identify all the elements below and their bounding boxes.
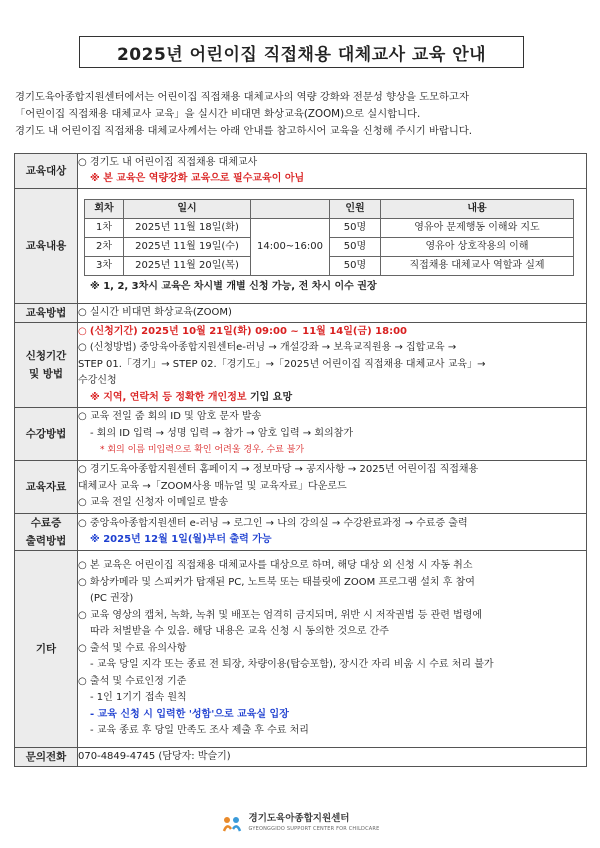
row-method bbox=[15, 304, 587, 323]
intro-line: 경기도 내 어린이집 직접채용 대체교사께서는 아래 안내를 참고하시어 교육을 신청해 주시기 바랍니다. bbox=[15, 125, 473, 137]
schedule-people: 50명 bbox=[330, 219, 381, 238]
etc-line: (PC 권장) bbox=[90, 593, 134, 605]
info-table bbox=[14, 153, 587, 767]
schedule-topic: 직접채용 대체교사 역할과 실제 bbox=[381, 257, 574, 276]
etc-line: ○ 화상카메라 및 스피커가 탑재된 PC, 노트북 또는 태블릿에 ZOOM 프로그램 설치 후 참여 bbox=[78, 576, 475, 588]
schedule-row bbox=[85, 219, 574, 238]
apply-period-circle: ○ bbox=[78, 325, 87, 337]
apply-note bbox=[78, 390, 586, 407]
schedule-header-row bbox=[85, 200, 574, 219]
row-apply bbox=[15, 323, 587, 408]
apply-method-line: 수강신청 bbox=[78, 375, 117, 387]
label-method: 교육방법 bbox=[15, 304, 78, 323]
row-target bbox=[15, 154, 587, 189]
contact-value: 070-4849-4745 (담당자: 박슬기) bbox=[78, 750, 231, 762]
row-certificate bbox=[15, 514, 587, 551]
content-contact bbox=[78, 748, 587, 767]
schedule-topic: 영유아 상호작용의 이해 bbox=[381, 238, 574, 257]
content-method bbox=[78, 304, 587, 323]
schedule-header-round: 회차 bbox=[85, 200, 124, 219]
content-materials bbox=[78, 461, 587, 514]
schedule-header-time bbox=[251, 200, 330, 219]
label-certificate-line2: 출력방법 bbox=[25, 535, 67, 547]
schedule-people: 50명 bbox=[330, 238, 381, 257]
organization-logo-icon bbox=[221, 815, 243, 833]
content-attend bbox=[78, 408, 587, 461]
content-etc bbox=[78, 551, 587, 748]
target-line: ○ 경기도 내 어린이집 직접채용 대체교사 bbox=[78, 156, 258, 168]
materials-line: 대체교사 교육 →「ZOOM사용 매뉴얼 및 교육자료」다운로드 bbox=[78, 480, 347, 492]
label-certificate-line1: 수료증 bbox=[30, 517, 62, 529]
apply-method-line: ○ (신청방법) 중앙육아종합지원센터e-러닝 → 개설강좌 → 보육교직원용 → 집합교육 → bbox=[78, 342, 457, 354]
schedule-round: 1차 bbox=[85, 219, 124, 238]
attend-note: * 회의 이름 미입력으로 확인 어려울 경우, 수료 불가 bbox=[100, 445, 305, 456]
label-certificate bbox=[15, 514, 78, 551]
etc-line: - 교육 신청 시 입력한 '성함'으로 교육실 입장 bbox=[90, 708, 289, 720]
label-attend: 수강방법 bbox=[15, 408, 78, 461]
apply-note-tail: 기입 요망 bbox=[246, 391, 293, 403]
row-content bbox=[15, 189, 587, 304]
schedule-table bbox=[84, 199, 574, 276]
schedule-header-topic: 내용 bbox=[381, 200, 574, 219]
organization-name-en: GYEONGGIDO SUPPORT CENTER FOR CHILDCARE bbox=[248, 826, 380, 832]
page-title-text: 2025년 어린이집 직접채용 대체교사 교육 안내 bbox=[116, 44, 487, 65]
certificate-line: ○ 중앙육아종합지원센터 e-러닝 → 로그인 → 나의 강의실 → 수강완료과정 → 수료증 출력 bbox=[78, 517, 468, 529]
content-apply bbox=[78, 323, 587, 408]
schedule-note: ※ 1, 2, 3차시 교육은 차시별 개별 신청 가능, 전 차시 이수 권장 bbox=[90, 281, 377, 293]
row-contact bbox=[15, 748, 587, 767]
page-title bbox=[79, 36, 524, 68]
apply-note-red: ※ 지역, 연락처 등 정확한 개인정보 bbox=[90, 391, 247, 403]
organization-name-ko: 경기도육아종합지원센터 bbox=[248, 813, 350, 824]
schedule-header-date: 일시 bbox=[124, 200, 251, 219]
row-materials bbox=[15, 461, 587, 514]
apply-period-line bbox=[78, 324, 586, 341]
etc-line: - 교육 당일 지각 또는 종료 전 퇴장, 차량이용(탑승포함), 장시간 자리 비움 시 수료 처리 불가 bbox=[90, 659, 494, 671]
attend-line: - 회의 ID 입력 → 성명 입력 → 참가 → 암호 입력 → 회의참가 bbox=[90, 427, 353, 439]
label-materials: 교육자료 bbox=[15, 461, 78, 514]
schedule-date: 2025년 11월 20일(목) bbox=[124, 257, 251, 276]
intro-line: 경기도육아종합지원센터에서는 어린이집 직접채용 대체교사의 역량 강화와 전문성 향상을 도모하고자 bbox=[15, 91, 469, 103]
method-line: ○ 실시간 비대면 화상교육(ZOOM) bbox=[78, 306, 232, 318]
apply-method-line: STEP 01.「경기」→ STEP 02.「경기도」→「2025년 어린이집 직접채용 대체교사 교육」→ bbox=[78, 358, 486, 370]
schedule-topic: 영유아 문제행동 이해와 지도 bbox=[381, 219, 574, 238]
schedule-date: 2025년 11월 18일(화) bbox=[124, 219, 251, 238]
label-apply bbox=[15, 323, 78, 408]
label-target: 교육대상 bbox=[15, 154, 78, 189]
target-note: ※ 본 교육은 역량강화 교육으로 필수교육이 아님 bbox=[90, 173, 305, 184]
content-schedule bbox=[78, 189, 587, 304]
etc-line: 따라 처벌받을 수 있음. 해당 내용은 교육 신청 시 동의한 것으로 간주 bbox=[90, 626, 389, 638]
intro-paragraph bbox=[15, 89, 587, 140]
etc-line: ○ 출석 및 수료인정 기준 bbox=[78, 675, 187, 687]
schedule-round: 3차 bbox=[85, 257, 124, 276]
schedule-time: 14:00~16:00 bbox=[251, 219, 330, 276]
schedule-round: 2차 bbox=[85, 238, 124, 257]
label-content: 교육내용 bbox=[15, 189, 78, 304]
etc-line: - 1인 1기기 접속 원칙 bbox=[90, 692, 187, 704]
schedule-people: 50명 bbox=[330, 257, 381, 276]
schedule-row bbox=[85, 238, 574, 257]
schedule-date: 2025년 11월 19일(수) bbox=[124, 238, 251, 257]
row-attend bbox=[15, 408, 587, 461]
label-apply-line2: 및 방법 bbox=[28, 368, 64, 380]
label-contact: 문의전화 bbox=[15, 748, 78, 767]
attend-line: ○ 교육 전일 줌 회의 ID 및 암호 문자 발송 bbox=[78, 411, 262, 423]
footer-logo bbox=[0, 814, 600, 834]
etc-line: - 교육 종료 후 당일 만족도 조사 제출 후 수료 처리 bbox=[90, 725, 309, 737]
etc-line: ○ 본 교육은 어린이집 직접채용 대체교사를 대상으로 하며, 해당 대상 외 신청 시 자동 취소 bbox=[78, 560, 473, 572]
etc-line: ○ 출석 및 수료 유의사항 bbox=[78, 642, 187, 654]
content-certificate bbox=[78, 514, 587, 551]
apply-period: (신청기간) 2025년 10월 21일(화) 09:00 ~ 11월 14일(금) 18:00 bbox=[89, 325, 407, 337]
materials-line: ○ 경기도육아종합지원센터 홈페이지 → 정보마당 → 공지사항 → 2025년 어린이집 직접채용 bbox=[78, 464, 479, 476]
certificate-note: ※ 2025년 12월 1일(월)부터 출력 가능 bbox=[90, 534, 272, 545]
organization-logo-text bbox=[249, 814, 380, 834]
etc-line: ○ 교육 영상의 캡처, 녹화, 녹취 및 배포는 엄격히 금지되며, 위반 시 저작권법 등 관련 법령에 bbox=[78, 609, 483, 621]
materials-line: ○ 교육 전일 신청자 이메일로 발송 bbox=[78, 497, 229, 509]
row-etc bbox=[15, 551, 587, 748]
schedule-header-people: 인원 bbox=[330, 200, 381, 219]
schedule-row bbox=[85, 257, 574, 276]
label-apply-line1: 신청기간 bbox=[25, 350, 67, 362]
label-etc: 기타 bbox=[15, 551, 78, 748]
content-target bbox=[78, 154, 587, 189]
intro-line: 「어린이집 직접채용 대체교사 교육」을 실시간 비대면 화상교육(ZOOM)으로 실시합니다. bbox=[15, 108, 421, 120]
